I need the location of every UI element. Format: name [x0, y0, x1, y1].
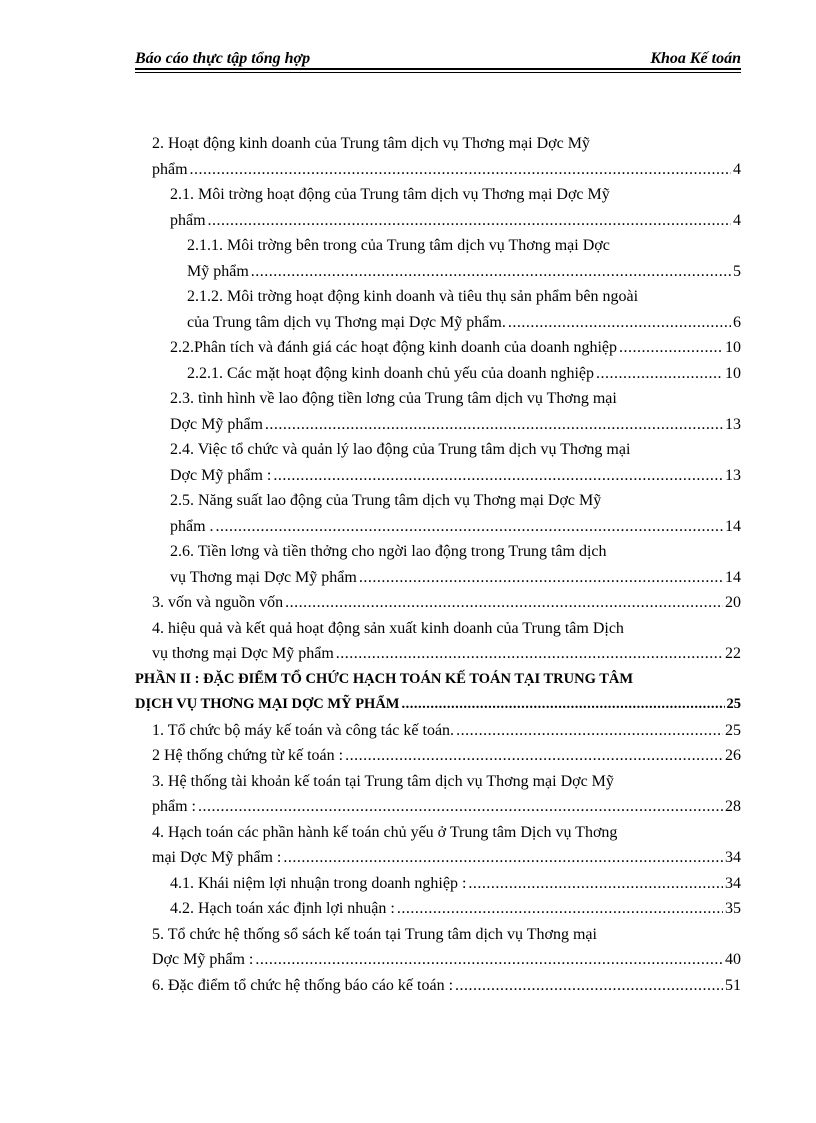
toc-entry[interactable] [135, 616, 741, 667]
toc-entry-title-end: 4.2. Hạch toán xác định lợi nhuận : [170, 900, 395, 917]
toc-page-number: 13 [725, 415, 741, 433]
toc-entry-title: PHẦN II : ĐẶC ĐIỂM TỔ CHỨC HẠCH TOÁN KẾ TOÁN TẠI TRUNG TÂM [135, 670, 634, 687]
toc-entry-title: 3. Hệ thống tài khoản kế toán tại Trung tâm dịch vụ Thơng mại Dợc Mỹ [152, 772, 614, 790]
toc-entry-title: 2.5. Năng suất lao động của Trung tâm dịch vụ Thơng mại Dợc Mỹ [170, 492, 602, 509]
toc-entry-title-end: phẩm [152, 160, 188, 178]
toc-entry[interactable] [135, 667, 741, 718]
dot-leader [208, 208, 731, 234]
toc-entry-title-end: 2.2.Phân tích và đánh giá các hoạt động kinh doanh của doanh nghiệp [170, 339, 617, 356]
toc-entry-title-end: Dợc Mỹ phẩm [170, 415, 263, 433]
dot-leader [190, 157, 731, 183]
toc-entry[interactable] [135, 769, 741, 820]
toc-page-number: 20 [725, 594, 741, 611]
toc-entry-title: 2.4. Việc tổ chức và quản lý lao động của Trung tâm dịch vụ Thơng mại [170, 441, 631, 458]
toc-entry-title-end: mại Dợc Mỹ phẩm : [152, 849, 282, 866]
toc-page-number: 6 [733, 313, 741, 331]
toc-page-number: 22 [725, 645, 741, 662]
toc-page-number: 28 [725, 798, 741, 815]
toc-entry[interactable] [135, 437, 741, 488]
header-department: Khoa Kế toán [650, 50, 741, 67]
toc-entry-title: 2.1.2. Môi trờng hoạt động kinh doanh và tiêu thụ sản phẩm bên ngoài [187, 288, 639, 305]
toc-entry-title-end: 6. Đặc điểm tổ chức hệ thống báo cáo kế toán : [152, 976, 454, 994]
dot-leader [359, 565, 723, 591]
toc-entry-title-end: phẩm . [170, 517, 214, 535]
toc-entry[interactable] [135, 718, 741, 744]
toc-page-number: 26 [725, 747, 741, 764]
toc-page-number: 25 [726, 696, 741, 712]
toc-entry[interactable] [135, 973, 741, 999]
toc-page-number: 14 [725, 568, 741, 586]
toc-entry-title-end: Mỹ phẩm [187, 262, 249, 280]
toc-entry-title: 2.3. tình hình về lao động tiền lơng của Trung tâm dịch vụ Thơng mại [170, 390, 617, 407]
dot-leader [216, 514, 723, 540]
header-rule-thin [135, 72, 741, 73]
toc-entry-title-end: vụ thơng mại Dợc Mỹ phẩm [152, 645, 334, 662]
toc-page-number: 35 [725, 900, 741, 917]
toc-entry[interactable] [135, 361, 741, 387]
dot-leader [508, 310, 731, 336]
dot-leader [345, 743, 723, 769]
toc-page-number: 4 [733, 211, 741, 229]
toc-entry-title-end: của Trung tâm dịch vụ Thơng mại Dợc Mỹ phẩm. [187, 313, 506, 331]
toc-entry-title-end: Dợc Mỹ phẩm : [170, 466, 272, 484]
toc-entry[interactable] [135, 590, 741, 616]
header-rule-thick [135, 68, 741, 70]
dot-leader [198, 794, 723, 820]
dot-leader [401, 692, 724, 718]
dot-leader [285, 590, 723, 616]
toc-entry[interactable] [135, 539, 741, 590]
toc-page-number: 14 [725, 517, 741, 535]
toc-entry-title-end: 2 Hệ thống chứng từ kế toán : [152, 747, 344, 764]
header-report-title: Báo cáo thực tập tổng hợp [135, 50, 311, 67]
toc-page-number: 34 [725, 849, 741, 866]
toc-entry-title-end: phẩm [170, 211, 206, 229]
toc-entry-title-end: 4.1. Khái niệm lợi nhuận trong doanh nghiệp : [170, 874, 467, 892]
toc-entry-title: 2.1. Môi trờng hoạt động của Trung tâm dịch vụ Thơng mại Dợc Mỹ [170, 186, 610, 203]
dot-leader [336, 641, 723, 667]
toc-entry[interactable] [135, 182, 741, 233]
toc-entry-title-end: Dợc Mỹ phẩm : [152, 951, 254, 968]
dot-leader [455, 973, 723, 999]
toc-entry[interactable] [135, 386, 741, 437]
toc-entry-title: 4. hiệu quả và kết quả hoạt động sản xuất kinh doanh của Trung tâm Dịch [152, 619, 624, 637]
toc-entry[interactable] [135, 743, 741, 769]
toc-page-number: 25 [725, 721, 741, 739]
toc-page-number: 34 [725, 874, 741, 892]
dot-leader [456, 718, 723, 744]
toc-entry[interactable] [135, 488, 741, 539]
toc-page-number: 4 [733, 160, 741, 178]
toc-entry-title-end: 3. vốn và nguồn vốn [152, 594, 284, 611]
dot-leader [596, 361, 723, 387]
toc-entry[interactable] [135, 896, 741, 922]
toc-page-number: 5 [733, 262, 741, 280]
toc-entry-title-end: phẩm : [152, 798, 196, 815]
dot-leader [397, 896, 723, 922]
dot-leader [273, 463, 723, 489]
toc-entry[interactable] [135, 335, 741, 361]
toc-entry[interactable] [135, 871, 741, 897]
toc-page-number: 40 [725, 951, 741, 968]
toc-page-number: 51 [725, 976, 741, 994]
page-header [135, 48, 741, 70]
toc-entry[interactable] [135, 820, 741, 871]
table-of-contents [135, 131, 741, 998]
toc-entry[interactable] [135, 131, 741, 182]
toc-entry-title-end: 2.2.1. Các mặt hoạt động kinh doanh chủ yếu của doanh nghiệp [187, 364, 595, 382]
dot-leader [251, 259, 731, 285]
toc-entry[interactable] [135, 284, 741, 335]
toc-entry-title-end: DỊCH VỤ THƠNG MẠI DỢC MỸ PHẨM [135, 696, 400, 712]
dot-leader [619, 335, 723, 361]
toc-page-number: 10 [725, 364, 741, 382]
toc-entry-title-end: 1. Tổ chức bộ máy kế toán và công tác kế toán. [152, 721, 455, 739]
dot-leader [255, 947, 723, 973]
toc-entry[interactable] [135, 922, 741, 973]
toc-entry[interactable] [135, 233, 741, 284]
dot-leader [283, 845, 723, 871]
toc-page-number: 13 [725, 466, 741, 484]
toc-entry-title: 2. Hoạt động kinh doanh của Trung tâm dịch vụ Thơng mại Dợc Mỹ [152, 135, 590, 152]
toc-entry-title-end: vụ Thơng mại Dợc Mỹ phẩm [170, 568, 357, 586]
toc-entry-title: 2.1.1. Môi trờng bên trong của Trung tâm dịch vụ Thơng mại Dợc [187, 237, 610, 254]
toc-entry-title: 4. Hạch toán các phần hành kế toán chủ yếu ở Trung tâm Dịch vụ Thơng [152, 823, 618, 841]
dot-leader [265, 412, 723, 438]
toc-entry-title: 2.6. Tiền lơng và tiền thởng cho ngời lao động trong Trung tâm dịch [170, 543, 607, 560]
toc-entry-title: 5. Tổ chức hệ thống sổ sách kế toán tại Trung tâm dịch vụ Thơng mại [152, 925, 597, 943]
dot-leader [468, 871, 723, 897]
toc-page-number: 10 [725, 339, 741, 356]
